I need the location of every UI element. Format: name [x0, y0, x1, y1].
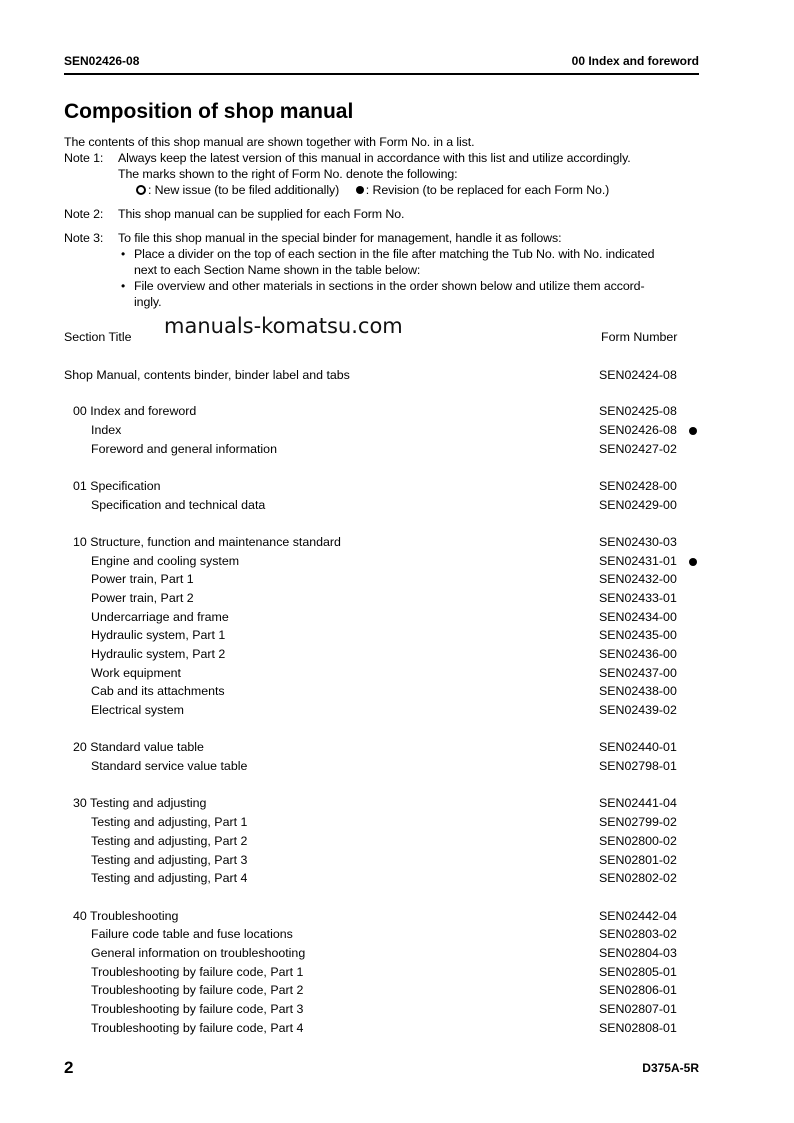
form-number: SEN02431-01 — [599, 554, 677, 568]
column-header-section-title: Section Title — [64, 330, 132, 344]
model-number: D375A-5R — [642, 1061, 699, 1075]
form-number: SEN02798-01 — [599, 759, 677, 773]
section-title: Power train, Part 2 — [91, 591, 194, 605]
mark-legend — [136, 183, 609, 197]
table-row — [64, 703, 704, 721]
section-title: 40 Troubleshooting — [73, 909, 179, 923]
table-row — [64, 479, 704, 497]
table-row — [64, 498, 704, 516]
table-row — [64, 610, 704, 628]
table-row — [64, 423, 704, 441]
form-number: SEN02428-00 — [599, 479, 677, 493]
section-title: Troubleshooting by failure code, Part 3 — [91, 1002, 304, 1016]
table-row — [64, 404, 704, 422]
mark-rev-label: : Revision (to be replaced for each Form No.) — [365, 183, 610, 197]
note3-label: Note 3: — [64, 231, 104, 245]
mark-new-label: : New issue (to be filed additionally) — [148, 183, 340, 197]
section-title: Work equipment — [91, 666, 181, 680]
section-title: Undercarriage and frame — [91, 610, 229, 624]
form-number: SEN02439-02 — [599, 703, 677, 717]
table-row — [64, 815, 704, 833]
form-number: SEN02429-00 — [599, 498, 677, 512]
table-row — [64, 684, 704, 702]
section-title: 00 Index and foreword — [73, 404, 197, 418]
table-row — [64, 740, 704, 758]
bullet-icon: • — [121, 247, 126, 261]
note1-line2: The marks shown to the right of Form No. denote the following: — [118, 167, 458, 181]
note1-label: Note 1: — [64, 151, 104, 165]
table-row — [64, 1002, 704, 1020]
note2-label: Note 2: — [64, 207, 104, 221]
form-number: SEN02430-03 — [599, 535, 677, 549]
form-number: SEN02433-01 — [599, 591, 677, 605]
form-number: SEN02803-02 — [599, 927, 677, 941]
revision-mark-icon — [689, 427, 697, 435]
form-number: SEN02806-01 — [599, 983, 677, 997]
table-row — [64, 572, 704, 590]
table-row — [64, 591, 704, 609]
table-row — [64, 647, 704, 665]
filled-circle-icon — [356, 186, 364, 194]
open-circle-icon — [136, 185, 146, 195]
form-number: SEN02440-01 — [599, 740, 677, 754]
table-row — [64, 535, 704, 553]
header-divider — [64, 73, 699, 75]
section-title: Troubleshooting by failure code, Part 4 — [91, 1021, 304, 1035]
form-number: SEN02424-08 — [599, 368, 677, 382]
section-title: Power train, Part 1 — [91, 572, 194, 586]
form-number: SEN02426-08 — [599, 423, 677, 437]
form-number: SEN02425-08 — [599, 404, 677, 418]
watermark: manuals-komatsu.com — [164, 314, 403, 338]
column-header-form-number: Form Number — [601, 330, 678, 344]
table-row — [64, 368, 704, 386]
form-number: SEN02804-03 — [599, 946, 677, 960]
revision-mark-icon — [689, 558, 697, 566]
section-title: Shop Manual, contents binder, binder label and tabs — [64, 368, 350, 382]
form-number: SEN02807-01 — [599, 1002, 677, 1016]
form-number: SEN02441-04 — [599, 796, 677, 810]
table-row — [64, 927, 704, 945]
note3-bullet2-line1: File overview and other materials in sections in the order shown below and utilize them accord- — [134, 279, 645, 293]
note2-text: This shop manual can be supplied for each Form No. — [118, 207, 405, 221]
note3-bullet1-line1: Place a divider on the top of each section in the file after matching the Tub No. with No. indicated — [134, 247, 655, 261]
note3-bullet1-line2: next to each Section Name shown in the table below: — [134, 263, 421, 277]
table-row — [64, 1021, 704, 1039]
form-number: SEN02427-02 — [599, 442, 677, 456]
section-title: Hydraulic system, Part 1 — [91, 628, 226, 642]
section-title: Testing and adjusting, Part 3 — [91, 853, 248, 867]
section-title: General information on troubleshooting — [91, 946, 306, 960]
note1-line1: Always keep the latest version of this manual in accordance with this list and utilize accordingly. — [118, 151, 631, 165]
table-row — [64, 796, 704, 814]
section-title: Specification and technical data — [91, 498, 266, 512]
page-title: Composition of shop manual — [64, 100, 354, 123]
form-number: SEN02432-00 — [599, 572, 677, 586]
section-title: Troubleshooting by failure code, Part 2 — [91, 983, 304, 997]
header-doc-number: SEN02426-08 — [64, 54, 140, 68]
section-title: Cab and its attachments — [91, 684, 225, 698]
section-title: Standard service value table — [91, 759, 248, 773]
form-number: SEN02434-00 — [599, 610, 677, 624]
form-number: SEN02800-02 — [599, 834, 677, 848]
table-row — [64, 442, 704, 460]
table-row — [64, 965, 704, 983]
intro-text: The contents of this shop manual are shown together with Form No. in a list. — [64, 135, 475, 149]
form-number: SEN02438-00 — [599, 684, 677, 698]
table-row — [64, 666, 704, 684]
section-title: Hydraulic system, Part 2 — [91, 647, 226, 661]
section-title: Testing and adjusting, Part 4 — [91, 871, 248, 885]
header-section: 00 Index and foreword — [571, 54, 699, 68]
bullet-icon: • — [121, 279, 126, 293]
section-title: Troubleshooting by failure code, Part 1 — [91, 965, 304, 979]
form-number: SEN02802-02 — [599, 871, 677, 885]
section-title: Electrical system — [91, 703, 184, 717]
table-row — [64, 834, 704, 852]
section-title: 30 Testing and adjusting — [73, 796, 207, 810]
section-title: Engine and cooling system — [91, 554, 240, 568]
form-number: SEN02435-00 — [599, 628, 677, 642]
table-row — [64, 759, 704, 777]
note3-text: To file this shop manual in the special binder for management, handle it as follows: — [118, 231, 562, 245]
section-title: Failure code table and fuse locations — [91, 927, 293, 941]
section-title: Index — [91, 423, 122, 437]
page-number: 2 — [64, 1058, 74, 1077]
note3-bullet2-line2: ingly. — [134, 295, 162, 309]
section-title: Testing and adjusting, Part 1 — [91, 815, 248, 829]
table-row — [64, 946, 704, 964]
form-number: SEN02805-01 — [599, 965, 677, 979]
form-number: SEN02442-04 — [599, 909, 677, 923]
form-number: SEN02799-02 — [599, 815, 677, 829]
table-row — [64, 909, 704, 927]
table-row — [64, 853, 704, 871]
table-row — [64, 628, 704, 646]
section-title: 01 Specification — [73, 479, 161, 493]
section-title: Testing and adjusting, Part 2 — [91, 834, 248, 848]
table-row — [64, 983, 704, 1001]
form-number: SEN02436-00 — [599, 647, 677, 661]
form-number: SEN02437-00 — [599, 666, 677, 680]
form-number: SEN02808-01 — [599, 1021, 677, 1035]
table-row — [64, 554, 704, 572]
table-row — [64, 871, 704, 889]
section-title: 20 Standard value table — [73, 740, 204, 754]
section-title: Foreword and general information — [91, 442, 277, 456]
form-number: SEN02801-02 — [599, 853, 677, 867]
section-title: 10 Structure, function and maintenance standard — [73, 535, 341, 549]
